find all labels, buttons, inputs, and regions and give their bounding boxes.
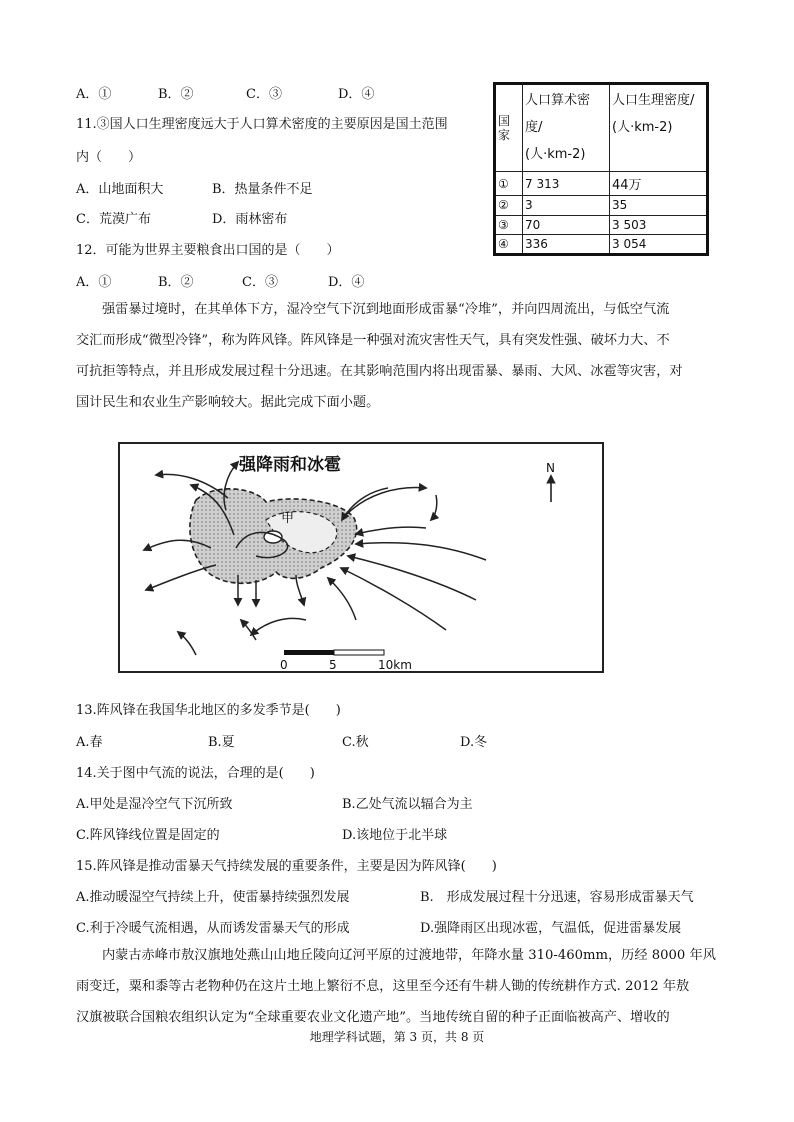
q15-option-a: A.推动暖湿空气持续上升，使雷暴持续强烈发展 xyxy=(76,890,350,905)
q12-option-a: A．① xyxy=(76,275,112,290)
north-label: N xyxy=(546,461,555,475)
row-phys: 44万 xyxy=(610,172,708,196)
q10-option-a: A．① xyxy=(76,87,112,102)
population-density-table xyxy=(493,82,709,256)
row-country: ② xyxy=(495,196,523,215)
q13-option-c: C.秋 xyxy=(342,735,369,750)
row-phys: 3 503 xyxy=(610,215,708,234)
q11-option-c: C．荒漠广布 xyxy=(76,212,151,227)
row-country: ③ xyxy=(495,215,523,234)
q10-option-b: B．② xyxy=(158,87,194,102)
q11-option-b: B．热量条件不足 xyxy=(212,182,313,197)
header-phys-label: 人口生理密度/ xyxy=(612,93,695,108)
passage1-line2: 交汇而形成“微型冷锋”，称为阵风锋。阵风锋是一种强对流灾害性天气，具有突发性强、破坏力大、不 xyxy=(76,333,670,348)
scale-bar-white xyxy=(334,650,384,655)
q10-option-c: C．③ xyxy=(246,87,282,102)
q15-option-b: B. 形成发展过程十分迅速，容易形成雷暴天气 xyxy=(420,890,694,905)
passage2-line1: 内蒙古赤峰市敖汉旗地处燕山山地丘陵向辽河平原的过渡地带，年降水量 310-460mm，历经 8000 年风 xyxy=(102,948,716,963)
q13-option-b: B.夏 xyxy=(208,735,235,750)
row-country: ① xyxy=(495,172,523,196)
passage2-line3: 汉旗被联合国粮农组织认定为“全球重要农业文化遗产地”。当地传统自留的种子正面临被高产、增收的 xyxy=(76,1010,670,1025)
q11-stem-line1: 11.③国人口生理密度远大于人口算术密度的主要原因是国土范围 xyxy=(76,117,448,132)
q12-option-d: D．④ xyxy=(328,275,365,290)
q13-option-a: A.春 xyxy=(76,735,103,750)
map-title: 强降雨和冰雹 xyxy=(239,455,341,475)
q11-option-d: D．雨林密布 xyxy=(212,212,288,227)
q11-option-a: A．山地面积大 xyxy=(76,182,164,197)
scale-label-10km: 10km xyxy=(378,658,412,672)
passage1-line4: 国计民生和农业生产影响较大。据此完成下面小题。 xyxy=(76,395,380,410)
row-country: ④ xyxy=(495,234,523,254)
page-footer: 地理学科试题，第 3 页，共 8 页 xyxy=(309,1030,485,1044)
label-jia: 甲 xyxy=(281,511,295,526)
header-arith-unit: (人·km-2) xyxy=(525,147,586,162)
scale-bar-black xyxy=(284,650,334,655)
q13-option-d: D.冬 xyxy=(460,735,488,750)
q14-option-a: A.甲处是湿冷空气下沉所致 xyxy=(76,797,233,812)
q15-option-c: C.利于冷暖气流相遇，从而诱发雷暴天气的形成 xyxy=(76,921,350,936)
q12-stem: 12．可能为世界主要粮食出口国的是（ ） xyxy=(76,243,340,258)
q14-option-d: D.该地位于北半球 xyxy=(342,828,448,843)
table-row xyxy=(495,234,708,254)
row-arith: 336 xyxy=(523,234,610,254)
header-arithmetic-density xyxy=(523,84,610,172)
q12-option-c: C．③ xyxy=(242,275,278,290)
gust-front-map xyxy=(116,440,606,675)
table-row xyxy=(495,215,708,234)
q12-option-b: B．② xyxy=(158,275,194,290)
passage1-line1: 强雷暴过境时，在其单体下方，湿冷空气下沉到地面形成雷暴“冷堆”，并向四周流出，与低空气流 xyxy=(102,302,670,317)
passage2-line2: 雨变迁，粟和黍等古老物种仍在这片土地上繁衍不息，这里至今还有牛耕人锄的传统耕作方式. 2012 年敖 xyxy=(76,979,690,994)
header-arith-label: 人口算术密度/ xyxy=(525,93,591,135)
q14-stem: 14.关于图中气流的说法，合理的是( ) xyxy=(76,766,315,781)
q13-stem: 13.阵风锋在我国华北地区的多发季节是( ) xyxy=(76,703,341,718)
scale-label-0: 0 xyxy=(280,658,288,672)
table-row xyxy=(495,196,708,215)
row-arith: 7 313 xyxy=(523,172,610,196)
passage1-line3: 可抗拒等特点，并且形成发展过程十分迅速。在其影响范围内将出现雷暴、暴雨、大风、冰雹等灾害，对 xyxy=(76,364,683,379)
scale-label-5: 5 xyxy=(329,658,337,672)
q10-option-d: D．④ xyxy=(338,87,375,102)
passage-aohan-banner xyxy=(76,940,722,1033)
row-phys: 35 xyxy=(610,196,708,215)
header-country: 国家 xyxy=(495,84,523,172)
row-arith: 3 xyxy=(523,196,610,215)
passage-gust-front xyxy=(76,294,722,418)
q15-option-d: D.强降雨区出现冰雹，气温低，促进雷暴发展 xyxy=(420,921,682,936)
table-row xyxy=(495,172,708,196)
row-arith: 70 xyxy=(523,215,610,234)
q14-option-c: C.阵风锋线位置是固定的 xyxy=(76,828,220,843)
q15-stem: 15.阵风锋是推动雷暴天气持续发展的重要条件，主要是因为阵风锋( ) xyxy=(76,859,497,874)
q14-option-b: B.乙处气流以辐合为主 xyxy=(342,797,473,812)
row-phys: 3 054 xyxy=(610,234,708,254)
header-phys-unit: (人·km-2) xyxy=(612,120,673,135)
table-header-row xyxy=(495,84,708,172)
q11-stem-line2: 内（ ） xyxy=(76,150,142,165)
header-physiological-density xyxy=(610,84,708,172)
